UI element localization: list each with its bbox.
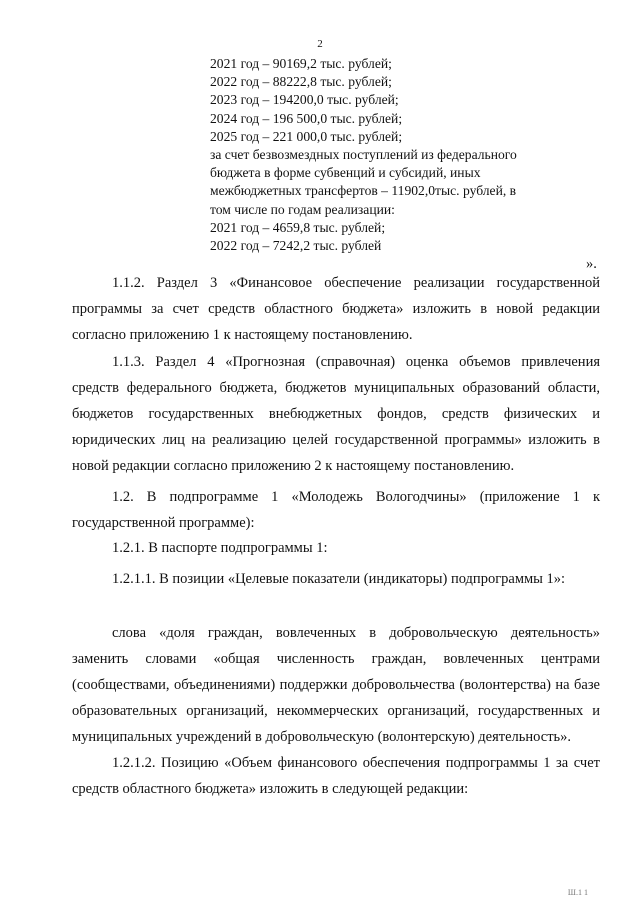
budget-line: 2025 год – 221 000,0 тыс. рублей; — [210, 128, 403, 144]
budget-line: 2022 год – 7242,2 тыс. рублей — [210, 238, 382, 254]
paragraph-1-1-2: 1.1.2. Раздел 3 «Финансовое обеспечение реализации государственной программы за счет средств областного бюджета» изложить в новой редакции согласно приложению 1 к настоящему постановлению. — [72, 275, 600, 343]
budget-line: бюджета в форме субвенций и субсидий, иных — [210, 165, 481, 181]
paragraph-1-2-1: 1.2.1. В паспорте подпрограммы 1: — [112, 540, 328, 556]
page-number: 2 — [317, 38, 323, 50]
budget-list — [210, 55, 570, 255]
budget-line: за счет безвозмездных поступлений из федерального — [210, 147, 517, 163]
paragraph-1-1-3: 1.1.3. Раздел 4 «Прогнозная (справочная) оценка объемов привлечения средств федерального бюджета, бюджетов муниципальных образований области, бюджетов государственных внебюджетных фондов, средств физических и юридических лиц на реализацию целей государственной программы» изложить в новой редакции согласно приложению 2 к настоящему постановлению. — [72, 354, 600, 474]
budget-line: том числе по годам реализации: — [210, 201, 395, 217]
budget-line: 2021 год – 4659,8 тыс. рублей; — [210, 219, 386, 235]
budget-line: 2021 год – 90169,2 тыс. рублей; — [210, 56, 392, 71]
budget-line: межбюджетных трансфертов – 11902,0тыс. рублей, в — [210, 183, 517, 199]
closing-quote: ». — [586, 256, 597, 272]
paragraph-1-2-1-1: 1.2.1.1. В позиции «Целевые показатели (индикаторы) подпрограммы 1»: — [112, 571, 566, 587]
budget-line: 2022 год – 88222,8 тыс. рублей; — [210, 74, 392, 90]
paragraph-1-2: 1.2. В подпрограмме 1 «Молодежь Вологодчины» (приложение 1 к государственной программе): — [72, 489, 600, 531]
footer-mark: Ш.1 1 — [567, 888, 588, 897]
paragraph-words-replacement: слова «доля граждан, вовлеченных в добровольческую деятельность» заменить словами «общая численность граждан, вовлеченных центрами (сообществами, объединениями) поддержки добровольчества (волонтерства) на базе образовательных организаций, некоммерческих организаций, государственных и муниципальных учреждений в добровольческую (волонтерскую) деятельность». — [72, 625, 600, 745]
budget-line: 2024 год – 196 500,0 тыс. рублей; — [210, 110, 403, 126]
paragraph-1-2-1-2: 1.2.1.2. Позицию «Объем финансового обеспечения подпрограммы 1 за счет средств областного бюджета» изложить в следующей редакции: — [72, 755, 600, 797]
budget-line: 2023 год – 194200,0 тыс. рублей; — [210, 92, 399, 108]
